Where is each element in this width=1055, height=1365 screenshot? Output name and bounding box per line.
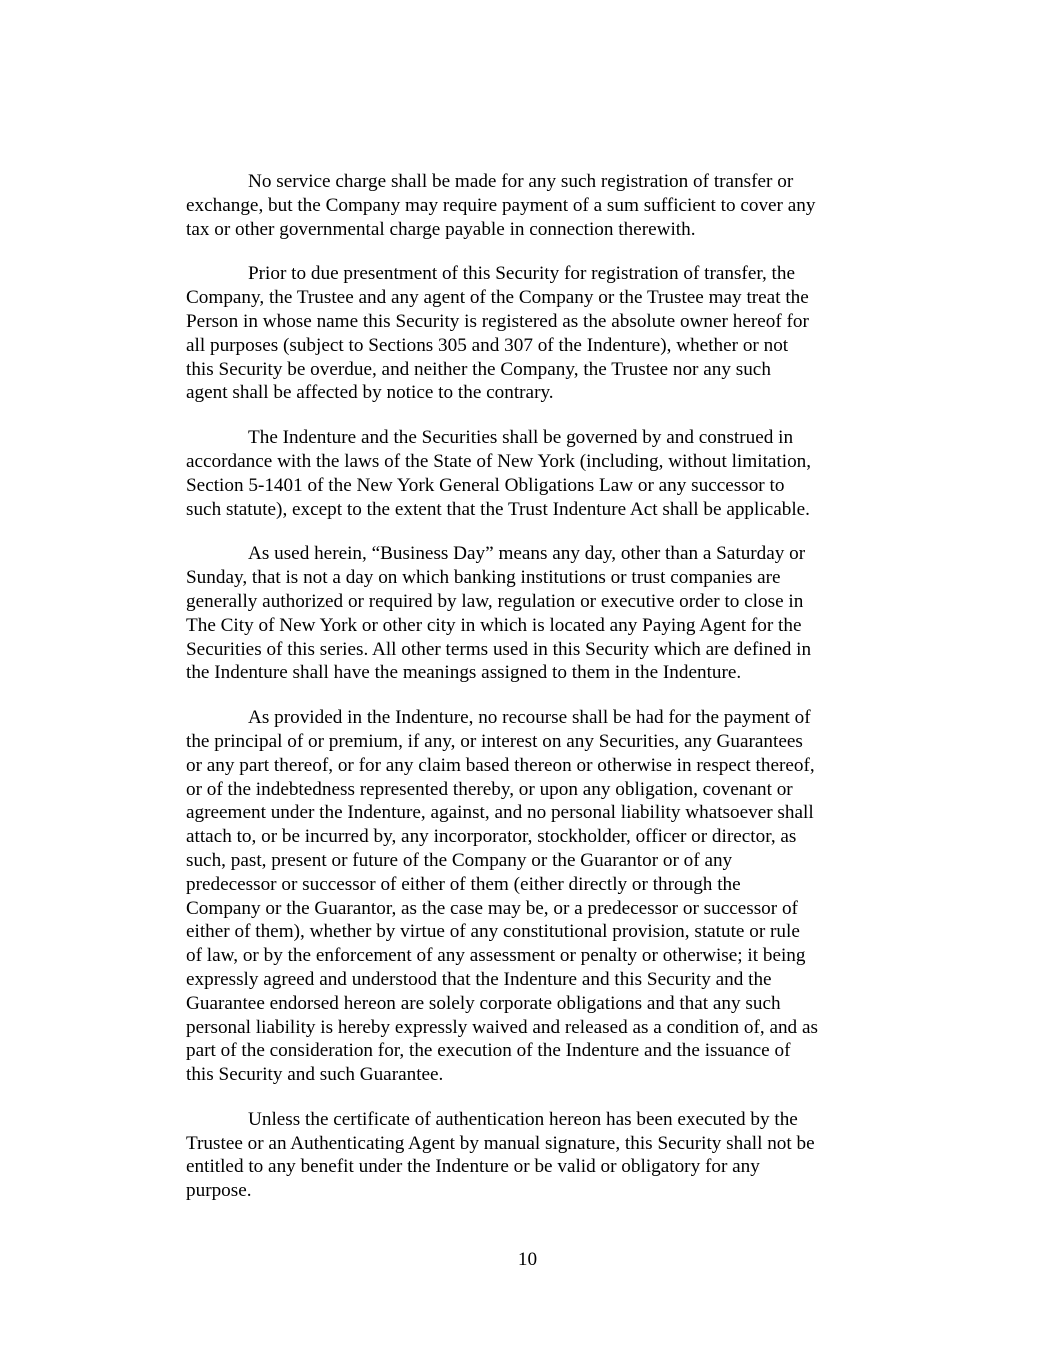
paragraph-authentication: Unless the certificate of authentication hereon has been executed by the Trustee or an Authenticating Agent by manual signature, this Security shall not be entitled to any benefit under the Indenture or be valid or obligatory for any purpose. — [186, 1108, 815, 1202]
page-number: 10 — [517, 1249, 538, 1270]
paragraph-no-recourse: As provided in the Indenture, no recourse shall be had for the payment of the principal of or premium, if any, or interest on any Securities, any Guarantees or any part thereof, or for any claim based thereon or otherwise in respect thereof, or of the indebtedness represented thereby, or upon any obligation, covenant or agreement under the Indenture, against, and no personal liability whatsoever shall attach to, or be incurred by, any incorporator, stockholder, officer or director, as such, past, present or future of the Company or the Guarantor or of any predecessor or successor of either of them (either directly or through the Company or the Guarantor, as the case may be, or a predecessor or successor of either of them), whether by virtue of any constitutional provision, statute or rule of law, or by the enforcement of any assessment or penalty or otherwise; it being expressly agreed and understood that the Indenture and this Security and the Guarantee endorsed hereon are solely corporate obligations and that any such personal liability is hereby expressly waived and released as a condition of, and as part of the consideration for, the execution of the Indenture and the issuance of this Security and such Guarantee. — [186, 707, 818, 1086]
paragraph-presentment: Prior to due presentment of this Security for registration of transfer, the Company, the Trustee and any agent of the Company or the Trustee may treat the Person in whose name this Security is registered as the absolute owner hereof for all purposes (subject to Sections 305 and 307 of the Indenture), whether or not this Security be overdue, and neither the Company, the Trustee nor any such agent shall be affected by notice to the contrary. — [186, 263, 809, 404]
paragraph-governing-law: The Indenture and the Securities shall be governed by and construed in accordance with the laws of the State of New York (including, without limitation, Section 5-1401 of the New York General Obligations Law or any successor to such statute), except to the extent that the Trust Indenture Act shall be applicable. — [186, 427, 812, 520]
paragraph-service-charge: No service charge shall be made for any such registration of transfer or exchange, but the Company may require payment of a sum sufficient to cover any tax or other governmental charge payable in connection therewith. — [186, 171, 816, 240]
paragraph-business-day: As used herein, “Business Day” means any day, other than a Saturday or Sunday, that is not a day on which banking institutions or trust companies are generally authorized or required by law, regulation or executive order to close in The City of New York or other city in which is located any Paying Agent for the Securities of this series. All other terms used in this Security which are defined in the Indenture shall have the meanings assigned to them in the Indenture. — [186, 543, 812, 684]
document-body — [186, 170, 870, 1224]
